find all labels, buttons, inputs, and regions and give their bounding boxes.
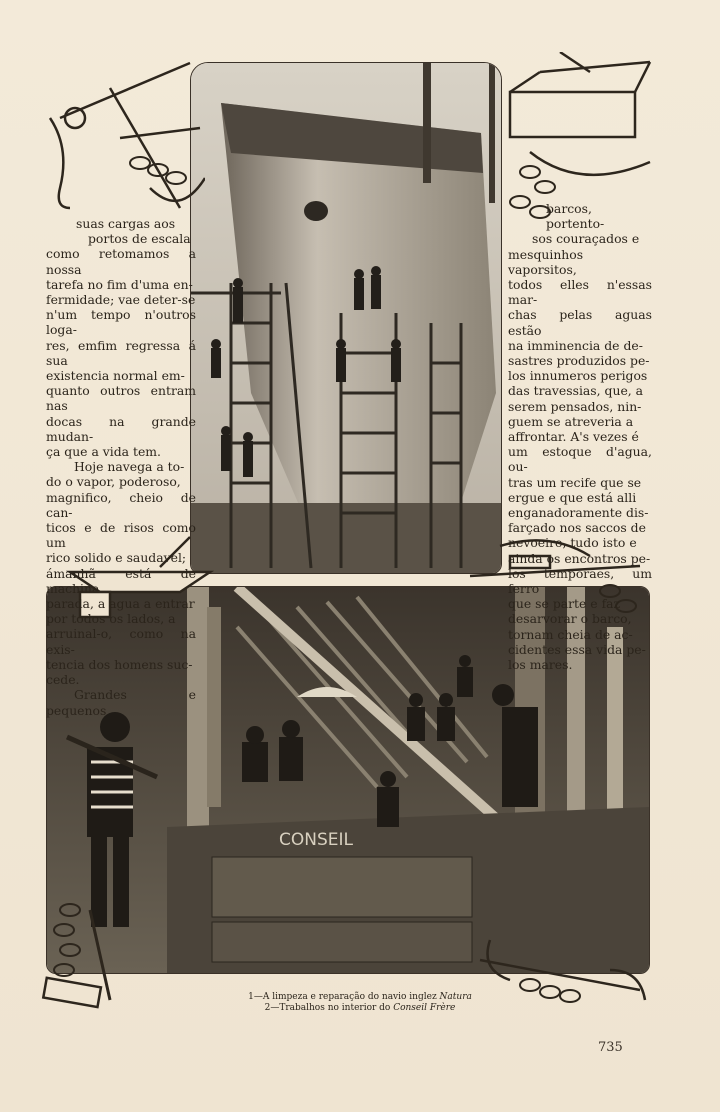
- caption-ship-name: Natura: [439, 992, 472, 1002]
- text-line: los mares.: [508, 657, 573, 673]
- text-line: portos de escala: [88, 231, 191, 247]
- text-line: nevoeiro, tudo isto e: [508, 535, 637, 551]
- text-line: sos couraçados e: [532, 231, 640, 247]
- right-text-column: [508, 201, 652, 672]
- text-line: quanto outros entram nas: [46, 383, 196, 414]
- text-line: todos elles n'essas mar-: [508, 277, 652, 308]
- text-line: tencia dos homens suc-: [46, 656, 193, 672]
- text-line: na imminencia de de-: [508, 337, 643, 353]
- caption-text: 2—Trabalhos no interior do: [264, 1003, 394, 1013]
- text-line: docas na grande mudan-: [46, 413, 196, 444]
- text-line: Grandes e pequenos: [46, 687, 196, 718]
- text-line: um estoque d'agua, ou-: [508, 444, 652, 475]
- text-line: farçado nos saccos de: [508, 520, 646, 536]
- text-line: cede.: [46, 672, 80, 688]
- text-line: guem se atreveria a: [508, 413, 634, 429]
- text-line: fermidade; vae deter-se: [46, 292, 196, 308]
- text-line: do o vapor, poderoso,: [46, 474, 181, 490]
- text-line: ámanhã está de machina: [46, 565, 196, 596]
- text-line: ça que a vida tem.: [46, 444, 161, 460]
- text-line: desarvorar o barco,: [508, 611, 632, 627]
- text-line: los temporaes, um ferro: [508, 565, 652, 597]
- text-line: Hoje navega a to-: [74, 459, 185, 475]
- text-line: rico solido e saudavel;: [46, 550, 187, 566]
- text-line: arruinal-o, como na exis-: [46, 626, 196, 657]
- text-line: mesquinhos vaporsitos,: [508, 246, 584, 277]
- caption-ship-name: Conseil Frère: [393, 1003, 456, 1013]
- text-line: cidentes essa vida pe-: [508, 641, 646, 657]
- text-line: ainda os encontros pe-: [508, 550, 651, 566]
- text-line: barcos, portento-: [546, 201, 605, 232]
- text-line: tarefa no fim d'uma en-: [46, 276, 193, 292]
- text-line: existencia normal em-: [46, 368, 185, 384]
- text-line: serem pensados, nin-: [508, 398, 642, 414]
- text-line: n'um tempo n'outros loga-: [46, 307, 196, 338]
- text-line: res, emfim regressa á sua: [46, 337, 196, 368]
- text-line: parada, a agua a entrar: [46, 596, 195, 612]
- text-line: ergue e que está alli: [508, 489, 637, 505]
- text-line: tornam cheia de ac-: [508, 626, 633, 642]
- text-line: como retomamos a nossa: [46, 246, 196, 277]
- text-line: enganadoramente dis-: [508, 505, 649, 521]
- text-line: por todos os lados, a: [46, 611, 176, 627]
- page-number: 735: [598, 1040, 623, 1055]
- text-line: sastres produzidos pe-: [508, 353, 650, 369]
- photo-caption: [180, 992, 540, 1014]
- caption-text: 1—A limpeza e reparação do navio inglez: [248, 992, 440, 1002]
- hull-lettering: CONSEIL: [279, 830, 353, 850]
- caption-line-2: [180, 1003, 540, 1014]
- text-line: affrontar. A's vezes é: [508, 429, 639, 445]
- left-text-column: [46, 216, 196, 718]
- anchor-ornament: [40, 58, 205, 218]
- text-line: suas cargas aos: [76, 216, 176, 231]
- caption-line-1: [180, 992, 540, 1003]
- text-line: tras um recife que se: [508, 474, 642, 490]
- chain-bottom-left-ornament: [40, 890, 150, 1020]
- text-line: chas pelas aguas estão: [508, 307, 652, 338]
- text-line: que se parte e faz: [508, 596, 621, 612]
- text-line: los innumeros perigos: [508, 368, 648, 384]
- text-line: ticos e de risos como um: [46, 520, 196, 551]
- text-line: magnifico, cheio de can-: [46, 489, 196, 520]
- photo-ship-dry-dock: [190, 62, 502, 574]
- toolbox-ornament: [500, 52, 660, 222]
- text-line: das travessias, que, a: [508, 383, 644, 399]
